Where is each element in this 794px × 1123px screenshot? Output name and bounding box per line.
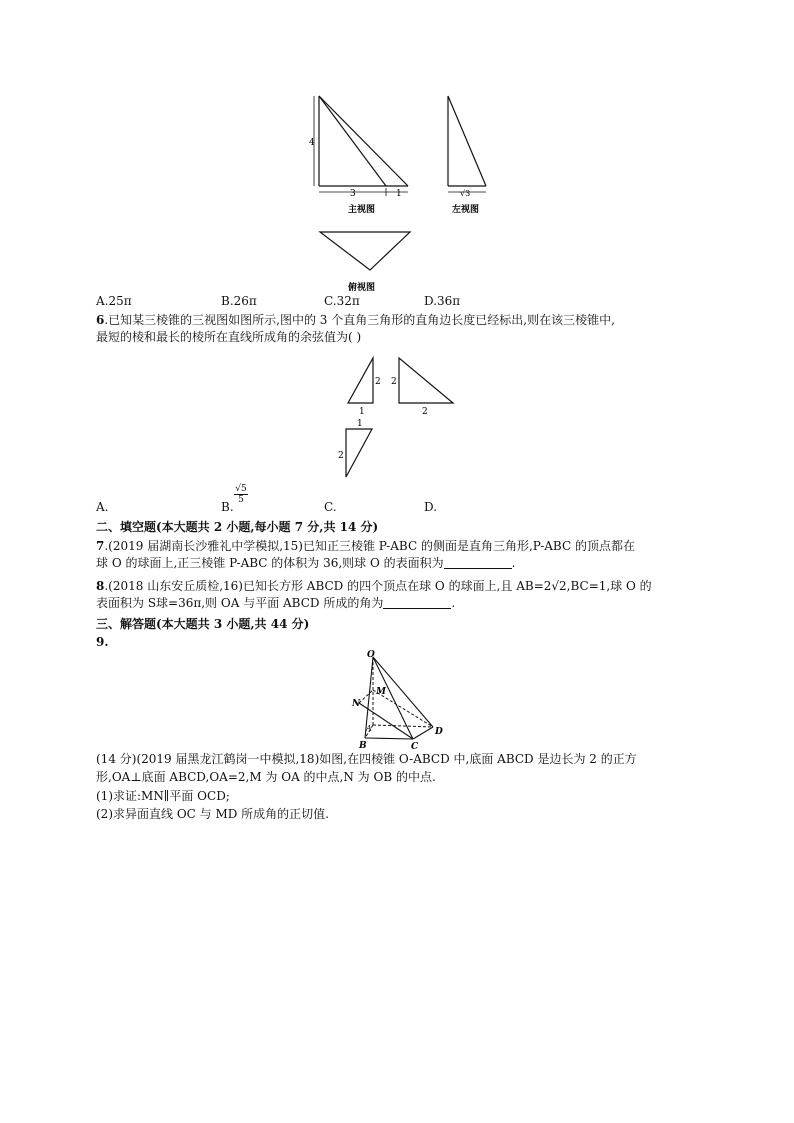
q7-answer-blank[interactable] (444, 556, 512, 569)
q6-dim-e: 1 (357, 419, 363, 429)
q7-number: 7 (96, 539, 105, 553)
q9-pyramid-figure (335, 645, 455, 757)
q6-option-c (324, 499, 337, 515)
point-M: M (376, 687, 386, 697)
front-view-label: 主视图 (348, 205, 376, 215)
q9-line2: 形,OA⊥底面 ABCD,OA=2,M 为 OA 的中点,N 为 OB 的中点. (96, 770, 436, 784)
front-view-diagram (319, 96, 408, 186)
q6-number: 6 (96, 313, 105, 327)
q6-dim-c: 1 (359, 407, 365, 417)
q7-line1 (96, 538, 635, 554)
option-text: B.26π (221, 294, 257, 308)
q8-line1 (96, 578, 652, 594)
q6-question-line1 (96, 312, 615, 328)
q5-option-b (221, 293, 257, 309)
point-N: N (352, 699, 361, 709)
q7-text-1: .(2019 届湖南长沙雅礼中学模拟,15)已知正三棱锥 P-ABC 的侧面是直角三角形,P-ABC 的顶点都在 (104, 539, 635, 553)
q9-part2: (2)求异面直线 OC 与 MD 所成角的正切值. (96, 807, 329, 821)
q6-dim-f: 2 (338, 451, 344, 461)
point-A: A (366, 724, 372, 733)
point-C: C (411, 742, 419, 752)
q9-part1: (1)求证:MN∥平面 OCD; (96, 789, 230, 803)
side-view-diagram (448, 96, 486, 186)
top-view-diagram (320, 232, 410, 270)
fraction-numerator: √5 (235, 484, 247, 494)
q6-dim-d: 2 (422, 407, 428, 417)
q5-three-view-figure (300, 92, 500, 292)
option-text: D. (424, 500, 438, 514)
dim-1-label: 1 (396, 189, 402, 199)
section2-heading: 二、填空题(本大题共 2 小题,每小题 7 分,共 14 分) (96, 520, 379, 534)
option-text: C.32π (324, 294, 360, 308)
q5-option-a (96, 293, 132, 309)
q6-option-a (96, 499, 108, 515)
q6-option-b-fraction (234, 484, 248, 505)
q6-dim-b: 2 (391, 377, 397, 387)
q7-text-2: 球 O 的球面上,正三棱锥 P-ABC 的体积为 36,则球 O 的表面积为 (96, 556, 444, 570)
q5-option-d (424, 293, 460, 309)
q8-text-1: .(2018 山东安丘质检,16)已知长方形 ABCD 的四个顶点在球 O 的球面上,且 AB=2√2,BC=1,球 O 的 (104, 579, 652, 593)
point-B: B (359, 741, 367, 751)
q6-question-line2 (96, 329, 361, 345)
fraction-denominator: 5 (238, 495, 244, 505)
q8-line2: 表面积为 S球=36π,则 OA 与平面 ABCD 所成的角为 . (96, 596, 456, 610)
dim-4-label: 4 (309, 138, 315, 148)
dim-sqrt3-label: √3 (460, 189, 471, 198)
q6-three-view-figure (330, 352, 470, 492)
q7-line2: 球 O 的球面上,正三棱锥 P-ABC 的体积为 36,则球 O 的表面积为 . (96, 556, 516, 570)
point-O: O (367, 650, 375, 660)
side-view-label: 左视图 (452, 205, 480, 215)
q6-dim-a: 2 (375, 377, 381, 387)
option-text: B. (221, 500, 234, 514)
point-D: D (435, 727, 443, 737)
q9-number-text: 9 (96, 635, 105, 649)
option-text: A. (96, 500, 109, 514)
q9-number: 9. (96, 635, 109, 649)
q5-option-c (324, 293, 360, 309)
q8-text-2: 表面积为 S球=36π,则 OA 与平面 ABCD 所成的角为 (96, 596, 384, 610)
option-text: D.36π (424, 294, 461, 308)
option-text: A.25π (96, 294, 132, 308)
q9-line1: (14 分)(2019 届黑龙江鹤岗一中模拟,18)如图,在四棱锥 O-ABCD 中,底面 ABCD 是边长为 2 的正方 (96, 752, 637, 766)
q6-option-b (221, 499, 234, 515)
q8-answer-blank[interactable] (383, 596, 451, 609)
q6-text-1: .已知某三棱锥的三视图如图所示,图中的 3 个直角三角形的直角边长度已经标出,则在该三棱锥中, (104, 313, 615, 327)
top-view-label: 俯视图 (348, 283, 376, 292)
q8-number: 8 (96, 579, 105, 593)
section3-heading: 三、解答题(本大题共 3 小题,共 44 分) (96, 617, 310, 631)
q6-option-d (424, 499, 437, 515)
q6-text-2: 最短的棱和最长的棱所在直线所成角的余弦值为( ) (96, 330, 362, 344)
dim-3-label: 3 (350, 189, 356, 199)
option-text: C. (324, 500, 337, 514)
